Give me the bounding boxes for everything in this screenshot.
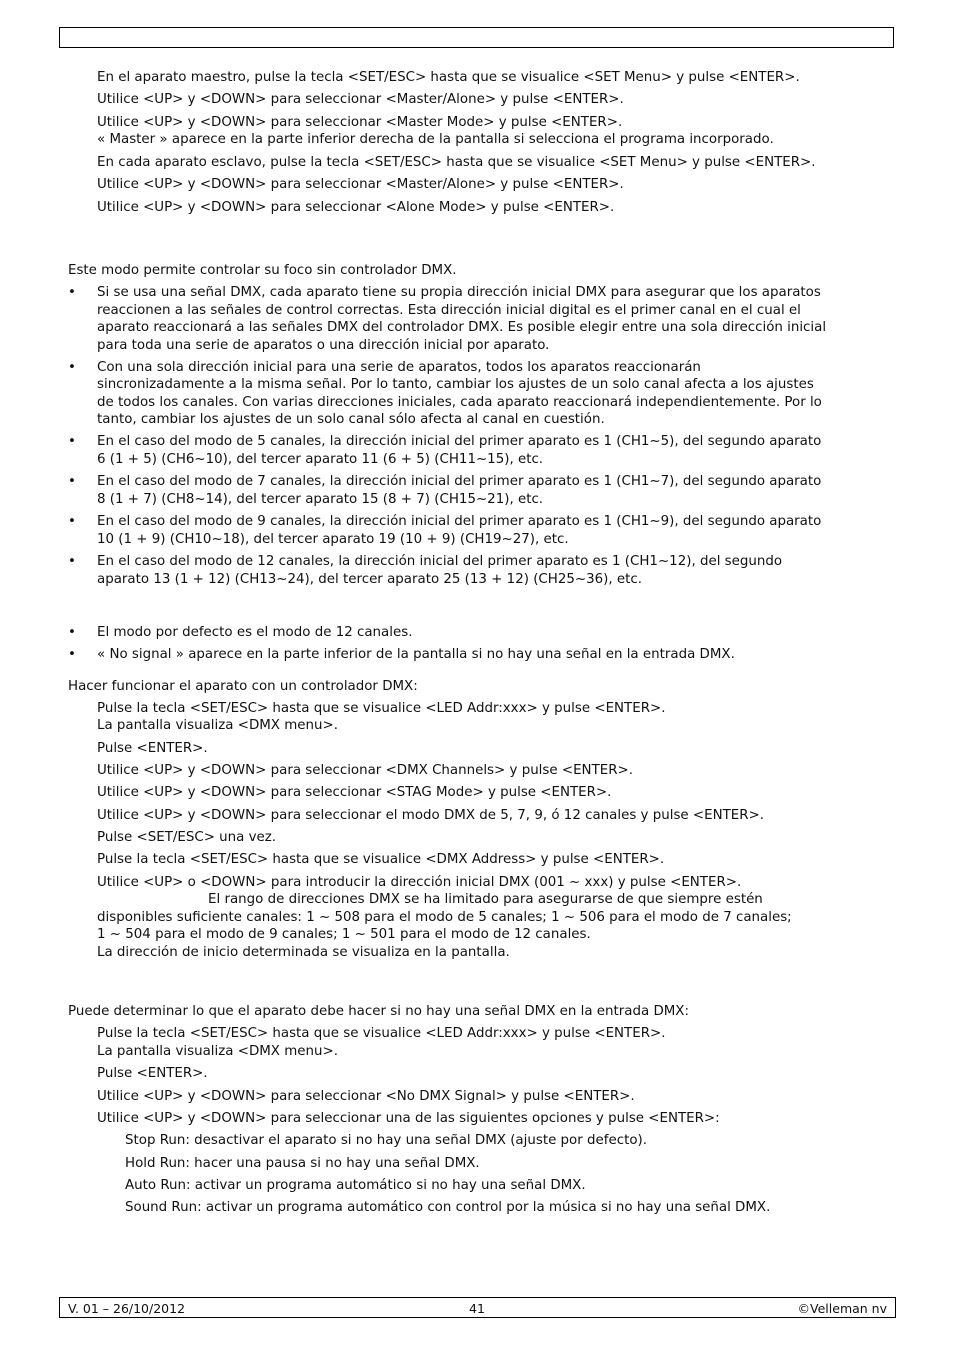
step: En cada aparato esclavo, pulse la tecla <SET/ESC> hasta que se visualice <SET Menu> y pulse <ENTER>. xyxy=(97,155,816,170)
step: Pulse <ENTER>. xyxy=(97,741,208,756)
bullet-dot: • xyxy=(68,514,76,529)
bullet-text: 10 (1 + 9) (CH10~18), del tercer aparato 19 (10 + 9) (CH19~27), etc. xyxy=(97,532,569,547)
step: Utilice <UP> y <DOWN> para seleccionar <DMX Channels> y pulse <ENTER>. xyxy=(97,763,633,778)
bullet-dot: • xyxy=(68,554,76,569)
step-note: 1 ~ 504 para el modo de 9 canales; 1 ~ 501 para el modo de 12 canales. xyxy=(97,927,591,942)
bullet-text: sincronizadamente a la misma señal. Por lo tanto, cambiar los ajustes de un solo canal afecta a los ajustes xyxy=(97,377,814,392)
step: Pulse la tecla <SET/ESC> hasta que se visualice <LED Addr:xxx> y pulse <ENTER>. xyxy=(97,1026,666,1041)
bullet-text: En el caso del modo de 12 canales, la dirección inicial del primer aparato es 1 (CH1~12), del segundo xyxy=(97,554,783,569)
bullet-text: tanto, cambiar los ajustes de un solo canal sólo afecta al canal en cuestión. xyxy=(97,412,605,427)
step-note: « Master » aparece en la parte inferior derecha de la pantalla si selecciona el programa incorporado. xyxy=(97,132,774,147)
step-note: disponibles suficiente canales: 1 ~ 508 para el modo de 5 canales; 1 ~ 506 para el modo de 7 canales; xyxy=(97,910,792,925)
header-box xyxy=(59,27,894,48)
page-number: 41 xyxy=(469,1301,485,1316)
step: En el aparato maestro, pulse la tecla <SET/ESC> hasta que se visualice <SET Menu> y pulse <ENTER>. xyxy=(97,70,800,85)
option: Stop Run: desactivar el aparato si no hay una señal DMX (ajuste por defecto). xyxy=(125,1133,647,1148)
bullet-text: El modo por defecto es el modo de 12 canales. xyxy=(97,625,413,640)
step-note: La pantalla visualiza <DMX menu>. xyxy=(97,718,338,733)
bullet-text: Si se usa una señal DMX, cada aparato tiene su propia dirección inicial DMX para asegurar que los aparatos xyxy=(97,285,821,300)
step-note: La pantalla visualiza <DMX menu>. xyxy=(97,1044,338,1059)
step: Pulse <SET/ESC> una vez. xyxy=(97,830,277,845)
step: Utilice <UP> y <DOWN> para seleccionar <Master Mode> y pulse <ENTER>. xyxy=(97,115,623,130)
bullet-text: En el caso del modo de 9 canales, la dirección inicial del primer aparato es 1 (CH1~9), del segundo aparato xyxy=(97,514,822,529)
bullet-text: aparato reaccionará a las señales DMX del controlador DMX. Es posible elegir entre una sola dirección inicial xyxy=(97,320,827,335)
bullet-text: reaccionen a las señales de control correctas. Esta dirección inicial digital es el primer canal en el cual el xyxy=(97,303,801,318)
step: Pulse la tecla <SET/ESC> hasta que se visualice <DMX Address> y pulse <ENTER>. xyxy=(97,852,665,867)
bullet-text: aparato 13 (1 + 12) (CH13~24), del tercer aparato 25 (13 + 12) (CH25~36), etc. xyxy=(97,572,642,587)
bullet-text: 6 (1 + 5) (CH6~10), del tercer aparato 11 (6 + 5) (CH11~15), etc. xyxy=(97,452,544,467)
bullet-text: « No signal » aparece en la parte inferior de la pantalla si no hay una señal en la entrada DMX. xyxy=(97,647,735,662)
step: Utilice <UP> y <DOWN> para seleccionar una de las siguientes opciones y pulse <ENTER>: xyxy=(97,1111,720,1126)
step: Utilice <UP> y <DOWN> para seleccionar <STAG Mode> y pulse <ENTER>. xyxy=(97,785,612,800)
bullet-text: En el caso del modo de 7 canales, la dirección inicial del primer aparato es 1 (CH1~7), del segundo aparato xyxy=(97,474,822,489)
step-note: La dirección de inicio determinada se visualiza en la pantalla. xyxy=(97,945,510,960)
step: Utilice <UP> y <DOWN> para seleccionar <Alone Mode> y pulse <ENTER>. xyxy=(97,200,615,215)
step: Utilice <UP> y <DOWN> para seleccionar <Master/Alone> y pulse <ENTER>. xyxy=(97,177,624,192)
paragraph: Puede determinar lo que el aparato debe hacer si no hay una señal DMX en la entrada DMX: xyxy=(68,1004,689,1019)
bullet-text: 8 (1 + 7) (CH8~14), del tercer aparato 15 (8 + 7) (CH15~21), etc. xyxy=(97,492,544,507)
step: Utilice <UP> y <DOWN> para seleccionar <Master/Alone> y pulse <ENTER>. xyxy=(97,92,624,107)
footer-version: V. 01 – 26/10/2012 xyxy=(68,1301,186,1316)
bullet-text: Con una sola dirección inicial para una serie de aparatos, todos los aparatos reaccionarán xyxy=(97,360,701,375)
step: Pulse la tecla <SET/ESC> hasta que se visualice <LED Addr:xxx> y pulse <ENTER>. xyxy=(97,701,666,716)
bullet-text: para toda una serie de aparatos o una dirección inicial por aparato. xyxy=(97,338,550,353)
bullet-dot: • xyxy=(68,360,76,375)
footer-copyright: ©Velleman nv xyxy=(797,1301,887,1316)
bullet-dot: • xyxy=(68,434,76,449)
bullet-dot: • xyxy=(68,625,76,640)
option: Hold Run: hacer una pausa si no hay una señal DMX. xyxy=(125,1156,480,1171)
bullet-text: En el caso del modo de 5 canales, la dirección inicial del primer aparato es 1 (CH1~5), del segundo aparato xyxy=(97,434,822,449)
paragraph: Hacer funcionar el aparato con un controlador DMX: xyxy=(68,679,418,694)
option: Auto Run: activar un programa automático si no hay una señal DMX. xyxy=(125,1178,586,1193)
bullet-dot: • xyxy=(68,285,76,300)
step: Utilice <UP> o <DOWN> para introducir la dirección inicial DMX (001 ~ xxx) y pulse <ENTER>. xyxy=(97,875,742,890)
option: Sound Run: activar un programa automático con control por la música si no hay una señal DMX. xyxy=(125,1200,771,1215)
footer xyxy=(59,1297,896,1318)
step: Pulse <ENTER>. xyxy=(97,1066,208,1081)
step: Utilice <UP> y <DOWN> para seleccionar el modo DMX de 5, 7, 9, ó 12 canales y pulse <ENTER>. xyxy=(97,808,765,823)
paragraph: Este modo permite controlar su foco sin controlador DMX. xyxy=(68,263,457,278)
step: Utilice <UP> y <DOWN> para seleccionar <No DMX Signal> y pulse <ENTER>. xyxy=(97,1089,635,1104)
bullet-dot: • xyxy=(68,647,76,662)
bullet-dot: • xyxy=(68,474,76,489)
bullet-text: de todos los canales. Con varias direcciones iniciales, cada aparato reaccionará independientemente. Por lo xyxy=(97,395,822,410)
step-note: El rango de direcciones DMX se ha limitado para asegurarse de que siempre estén xyxy=(208,892,763,907)
